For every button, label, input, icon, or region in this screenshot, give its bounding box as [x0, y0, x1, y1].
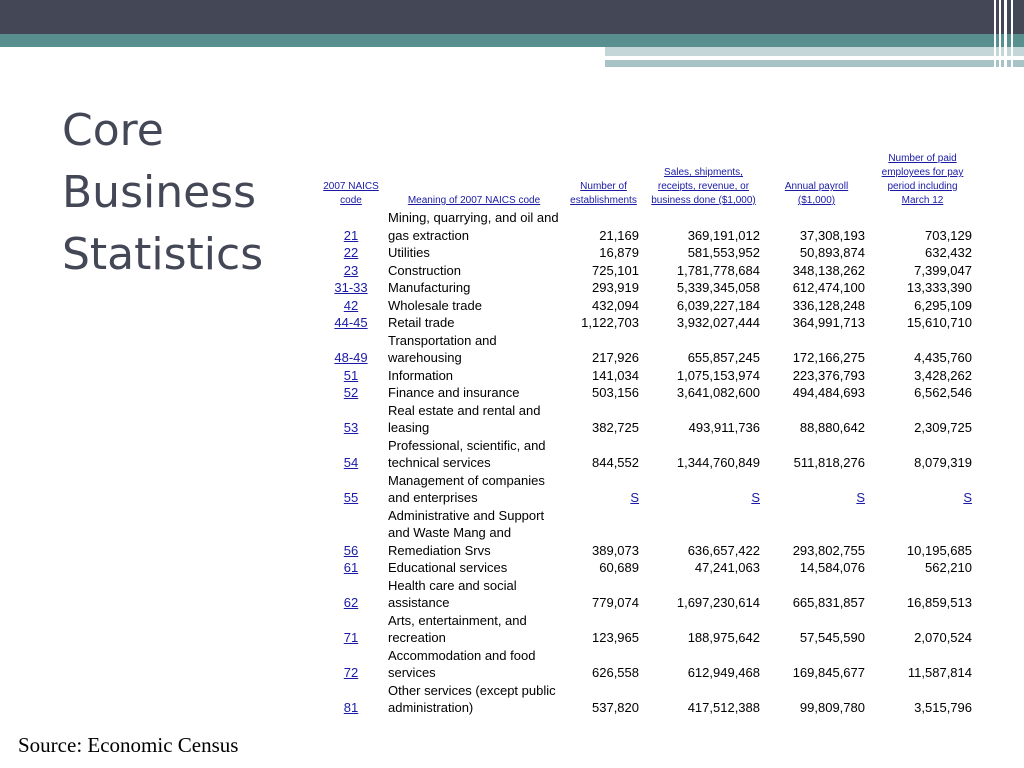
title-line: Core: [62, 105, 164, 156]
establishments-value: 725,101: [592, 262, 639, 278]
industry-meaning: Health care and social assistance: [388, 577, 517, 610]
payroll-value: 364,991,713: [792, 315, 865, 330]
payroll-value: 57,545,590: [799, 630, 865, 645]
payroll-value: 169,845,677: [792, 665, 865, 680]
naics-code-link[interactable]: 44-45: [334, 315, 368, 330]
industry-meaning: Manufacturing: [388, 280, 471, 295]
naics-code-link[interactable]: 21: [343, 227, 359, 243]
table-body: [318, 209, 976, 717]
naics-code-link[interactable]: 55: [343, 490, 359, 505]
employees-value: 632,432: [925, 245, 972, 260]
naics-code-link[interactable]: 81: [343, 700, 359, 715]
industry-meaning: Educational services: [388, 560, 508, 575]
employees-value: 13,333,390: [906, 280, 972, 295]
table-row: [318, 577, 976, 612]
establishments-value: 141,034: [592, 367, 639, 383]
sales-value: 612,949,468: [687, 665, 760, 680]
sales-value: 3,641,082,600: [676, 385, 760, 400]
accent-divider-line: [605, 57, 950, 59]
header-annual-payroll[interactable]: Annual payroll ($1,000): [784, 181, 849, 206]
payroll-value: 37,308,193: [799, 227, 865, 243]
establishments-value: 1,122,703: [581, 315, 639, 330]
payroll-value: 511,818,276: [793, 455, 865, 470]
establishments-value[interactable]: S: [630, 490, 639, 505]
establishments-value: 123,965: [592, 630, 639, 645]
naics-code-link[interactable]: 48-49: [334, 350, 368, 365]
establishments-value: 779,074: [592, 595, 639, 610]
sales-value: 1,344,760,849: [676, 455, 760, 470]
naics-code-link[interactable]: 53: [343, 420, 359, 435]
employees-value: 15,610,710: [906, 315, 972, 330]
industry-meaning: Other services (except public administration): [388, 682, 556, 715]
employees-value: 11,587,814: [907, 665, 972, 680]
table-row: [318, 647, 976, 682]
header-sales[interactable]: Sales, shipments, receipts, revenue, or business done ($1,000): [651, 167, 756, 206]
sales-value: 369,191,012: [687, 227, 760, 243]
payroll-value: 494,484,693: [792, 385, 865, 400]
industry-meaning: Retail trade: [388, 315, 455, 330]
table-row: [318, 559, 976, 577]
employees-value: 2,070,524: [914, 630, 972, 645]
naics-code-link[interactable]: 52: [343, 385, 359, 400]
employees-value: 3,515,796: [914, 700, 972, 715]
industry-meaning: Mining, quarrying, and oil and gas extraction: [388, 210, 559, 243]
sales-value[interactable]: S: [751, 490, 760, 505]
payroll-value: 50,893,874: [799, 245, 865, 260]
corner-stripes: [990, 0, 1024, 68]
payroll-value: 88,880,642: [799, 420, 865, 435]
establishments-value: 382,725: [592, 420, 639, 435]
sales-value: 581,553,952: [687, 245, 760, 260]
naics-statistics-table: [318, 152, 976, 717]
sales-value: 655,857,245: [687, 350, 760, 365]
employees-value: 8,079,319: [914, 455, 972, 470]
naics-code-link[interactable]: 56: [343, 542, 359, 558]
employees-value: 703,129: [925, 227, 972, 243]
sales-value: 1,075,153,974: [676, 367, 760, 383]
table-row: [318, 209, 976, 244]
naics-code-link[interactable]: 23: [343, 262, 359, 278]
payroll-value: 99,809,780: [799, 700, 865, 715]
industry-meaning: Construction: [388, 262, 461, 278]
employees-value: 6,562,546: [914, 385, 972, 400]
slide-title: [62, 100, 263, 286]
payroll-value: 14,584,076: [799, 560, 865, 575]
payroll-value: 348,138,262: [792, 262, 865, 278]
employees-value: 562,210: [925, 560, 972, 575]
table-row: [318, 314, 976, 332]
industry-meaning: Utilities: [388, 245, 430, 260]
naics-code-link[interactable]: 62: [343, 595, 359, 610]
teal-accent-bar: [0, 34, 1024, 47]
employees-value: 7,399,047: [914, 262, 972, 278]
table-row: [318, 472, 976, 507]
naics-code-link[interactable]: 22: [343, 245, 359, 260]
table-row: [318, 682, 976, 717]
naics-code-link[interactable]: 61: [343, 560, 359, 575]
header-establishments[interactable]: Number of establishments: [570, 181, 637, 206]
table-row: [318, 612, 976, 647]
sales-value: 5,339,345,058: [676, 280, 760, 295]
industry-meaning: Information: [388, 367, 454, 383]
table-row: [318, 507, 976, 560]
sales-value: 417,512,388: [687, 700, 760, 715]
sales-value: 636,657,422: [687, 542, 760, 558]
table-header-row: [318, 152, 976, 209]
title-line: Statistics: [62, 229, 264, 280]
table-row: [318, 384, 976, 402]
naics-code-link[interactable]: 31-33: [334, 280, 368, 295]
naics-code-link[interactable]: 72: [343, 665, 359, 680]
industry-meaning: Administrative and Support and Waste Mang and Remediation Srvs: [388, 507, 545, 558]
naics-code-link[interactable]: 54: [343, 455, 359, 470]
payroll-value: 665,831,857: [792, 595, 865, 610]
establishments-value: 626,558: [592, 665, 639, 680]
establishments-value: 503,156: [592, 385, 639, 400]
industry-meaning: Finance and insurance: [388, 385, 520, 400]
header-paid-employees[interactable]: Number of paid employees for pay period including March 12: [881, 153, 964, 206]
payroll-value: 223,376,793: [792, 367, 865, 383]
industry-meaning: Professional, scientific, and technical services: [388, 437, 546, 470]
establishments-value: 293,919: [592, 280, 639, 295]
sales-value: 6,039,227,184: [676, 297, 760, 313]
establishments-value: 16,879: [599, 245, 639, 260]
sales-value: 1,781,778,684: [676, 262, 760, 278]
establishments-value: 844,552: [592, 455, 639, 470]
sales-value: 3,932,027,444: [676, 315, 760, 330]
light-accent-bar-lower: [605, 60, 1024, 67]
establishments-value: 217,926: [592, 350, 639, 365]
employees-value: 16,859,513: [906, 595, 972, 610]
header-naics-code[interactable]: 2007 NAICS code: [323, 181, 379, 206]
naics-code-link[interactable]: 71: [343, 630, 359, 645]
light-accent-bar: [605, 47, 1024, 56]
table-row: [318, 297, 976, 315]
industry-meaning: Transportation and warehousing: [388, 332, 497, 365]
table-row: [318, 367, 976, 385]
sales-value: 1,697,230,614: [676, 595, 760, 610]
payroll-value: 336,128,248: [792, 297, 865, 313]
payroll-value[interactable]: S: [856, 490, 865, 505]
table-row: [318, 279, 976, 297]
naics-code-link[interactable]: 51: [343, 367, 359, 383]
employees-value: 10,195,685: [906, 542, 972, 558]
top-dark-bar: [0, 0, 1024, 34]
sales-value: 493,911,736: [688, 420, 760, 435]
table-row: [318, 402, 976, 437]
industry-meaning: Real estate and rental and leasing: [388, 402, 541, 435]
employees-value: 2,309,725: [914, 420, 972, 435]
table-row: [318, 244, 976, 262]
employees-value: 4,435,760: [914, 350, 972, 365]
employees-value[interactable]: S: [963, 490, 972, 505]
sales-value: 188,975,642: [687, 630, 760, 645]
table-row: [318, 437, 976, 472]
establishments-value: 432,094: [592, 297, 639, 313]
establishments-value: 60,689: [599, 560, 639, 575]
payroll-value: 293,802,755: [792, 542, 865, 558]
industry-meaning: Accommodation and food services: [388, 647, 536, 680]
employees-value: 6,295,109: [914, 297, 972, 313]
table-row: [318, 262, 976, 280]
header-meaning[interactable]: Meaning of 2007 NAICS code: [407, 195, 541, 206]
payroll-value: 172,166,275: [792, 350, 865, 365]
table-row: [318, 332, 976, 367]
industry-meaning: Management of companies and enterprises: [388, 472, 545, 505]
establishments-value: 389,073: [592, 542, 639, 558]
establishments-value: 21,169: [599, 227, 639, 243]
industry-meaning: Arts, entertainment, and recreation: [388, 612, 527, 645]
source-note: Source: Economic Census: [18, 733, 239, 757]
employees-value: 3,428,262: [914, 367, 972, 383]
sales-value: 47,241,063: [694, 560, 760, 575]
title-line: Business: [62, 167, 257, 218]
naics-code-link[interactable]: 42: [343, 297, 359, 313]
payroll-value: 612,474,100: [792, 280, 865, 295]
industry-meaning: Wholesale trade: [388, 297, 482, 313]
establishments-value: 537,820: [592, 700, 639, 715]
